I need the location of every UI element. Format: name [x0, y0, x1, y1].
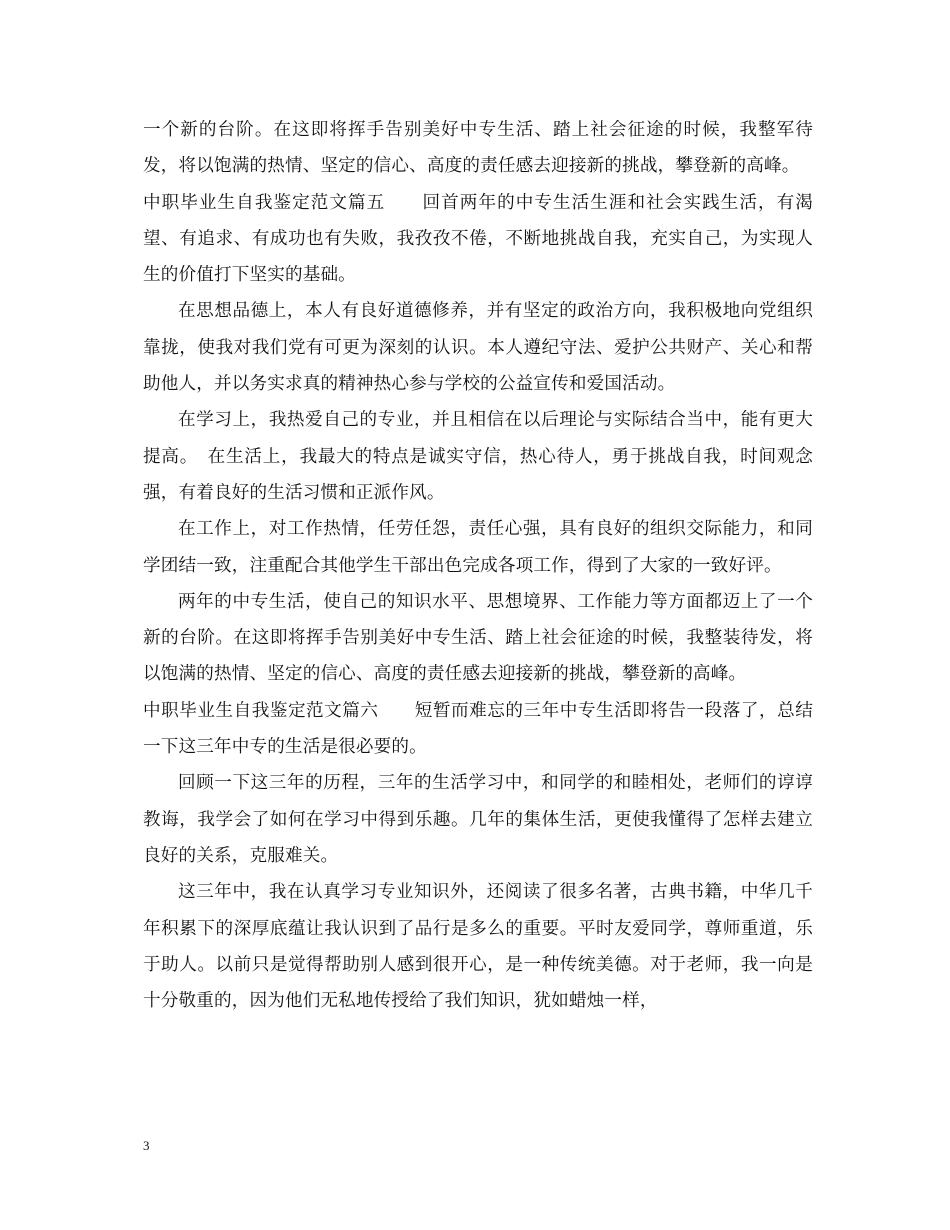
- paragraph-section-five-heading: 中职毕业生自我鉴定范文篇五 回首两年的中专生活生涯和社会实践生活，有渴望、有追求、有成功也有失败，我孜孜不倦，不断地挑战自我，充实自己，为实现人生的价值打下坚实的基础。: [143, 192, 813, 286]
- paragraph-reading: 这三年中，我在认真学习专业知识外，还阅读了很多名著，古典书籍，中华几千年积累下的深厚底蕴让我认识到了品行是多么的重要。平时友爱同学，尊师重道，乐于助人。以前只是觉得帮助别人感到很开心，是一种传统美德。对于老师，我一向是十分敬重的，因为他们无私地传授给了我们知识，犹如蜡烛一样，: [143, 882, 813, 1012]
- paragraph-ideology: 在思想品德上，本人有良好道德修养，并有坚定的政治方向，我积极地向党组织靠拢，使我对我们党有可更为深刻的认识。本人遵纪守法、爱护公共财产、关心和帮助他人，并以务实求真的精神热心参与学校的公益宣传和爱国活动。: [143, 301, 813, 395]
- paragraph-review: 回顾一下这三年的历程，三年的生活学习中，和同学的和睦相处，老师们的谆谆教诲，我学会了如何在学习中得到乐趣。几年的集体生活，更使我懂得了怎样去建立良好的关系，克服难关。: [143, 773, 813, 866]
- document-body: [143, 112, 813, 1019]
- paragraph-continuation: 一个新的台阶。在这即将挥手告别美好中专生活、踏上社会征途的时候，我整军待发，将以饱满的热情、坚定的信心、高度的责任感去迎接新的挑战，攀登新的高峰。: [143, 120, 813, 177]
- paragraph-section-six-heading: 中职毕业生自我鉴定范文篇六 短暂而难忘的三年中专生活即将告一段落了，总结一下这三年中专的生活是很必要的。: [143, 700, 813, 758]
- paragraph-work: 在工作上，对工作热情，任劳任怨，责任心强，具有良好的组织交际能力，和同学团结一致，注重配合其他学生干部出色完成各项工作，得到了大家的一致好评。: [143, 519, 813, 576]
- paragraph-summary: 两年的中专生活，使自己的知识水平、思想境界、工作能力等方面都迈上了一个新的台阶。在这即将挥手告别美好中专生活、踏上社会征途的时候，我整装待发，将以饱满的热情、坚定的信心、高度的责任感去迎接新的挑战，攀登新的高峰。: [143, 591, 813, 685]
- page-number: 3: [143, 1138, 150, 1153]
- paragraph-study-life: 在学习上，我热爱自己的专业，并且相信在以后理论与实际结合当中，能有更大提高。 在生活上，我最大的特点是诚实守信，热心待人，勇于挑战自我，时间观念强，有着良好的生活习惯和正派作风。: [143, 410, 813, 503]
